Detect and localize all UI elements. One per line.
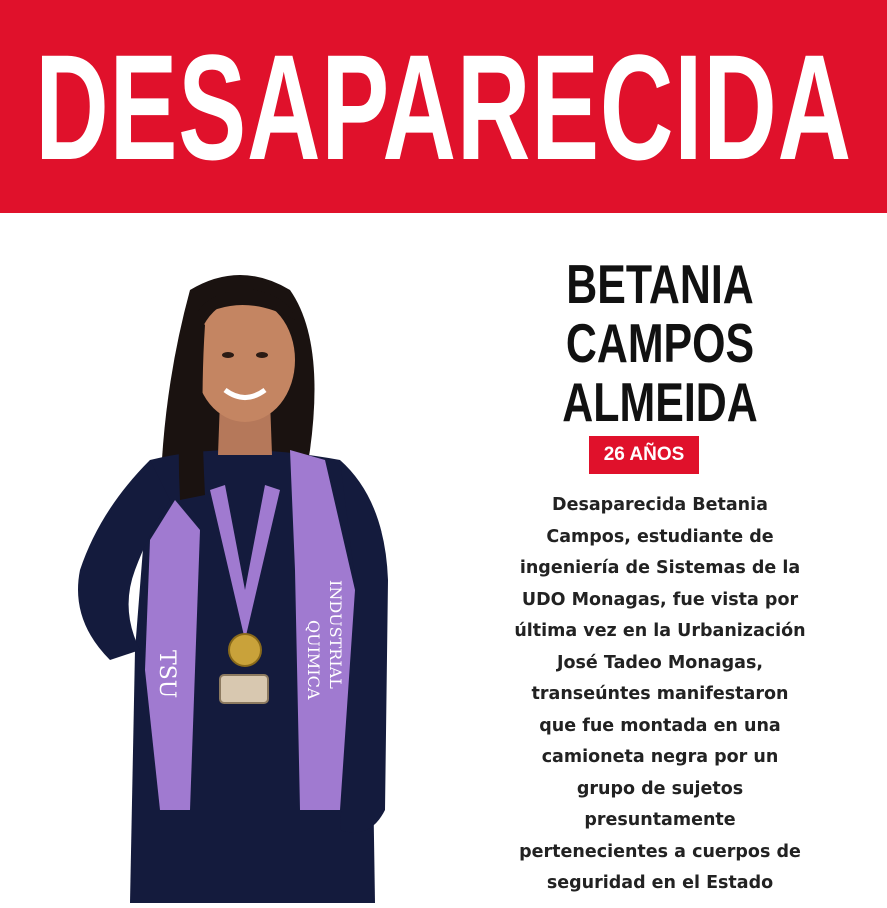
description-line: grupo de sujetos: [576, 778, 744, 799]
missing-person-photo: [40, 250, 460, 903]
svg-text:TSU: TSU: [154, 650, 179, 699]
description-line: que fue montada en una: [539, 715, 781, 736]
description-line: ingeniería de Sistemas de la: [519, 558, 801, 578]
description-line: transeúntes manifestaron: [531, 684, 789, 704]
description-line: Campos, estudiante de: [546, 526, 774, 547]
description-text: [470, 490, 850, 900]
description-line: UDO Monagas, fue vista por: [521, 589, 799, 610]
description-line: José Tadeo Monagas,: [556, 652, 764, 673]
header-banner: [0, 0, 887, 213]
age-badge: 26 AÑOS: [589, 436, 699, 474]
name-line-first: BETANIA: [566, 253, 754, 315]
description-line: seguridad en el Estado: [546, 873, 774, 893]
banner-title: DESAPARECIDA: [35, 22, 852, 191]
svg-text:QUIMICA: QUIMICA: [304, 620, 323, 700]
description-line: Desaparecida Betania: [552, 495, 768, 515]
name-line-last: ALMEIDA: [562, 371, 758, 433]
person-name: [500, 255, 820, 432]
svg-text:INDUSTRIAL: INDUSTRIAL: [326, 580, 345, 689]
name-line-middle: CAMPOS: [565, 312, 755, 374]
description-line: presuntamente: [584, 810, 736, 830]
description-line: camioneta negra por un: [541, 747, 779, 767]
description-line: pertenecientes a cuerpos de: [519, 841, 801, 862]
description-line: última vez en la Urbanización: [514, 621, 806, 641]
